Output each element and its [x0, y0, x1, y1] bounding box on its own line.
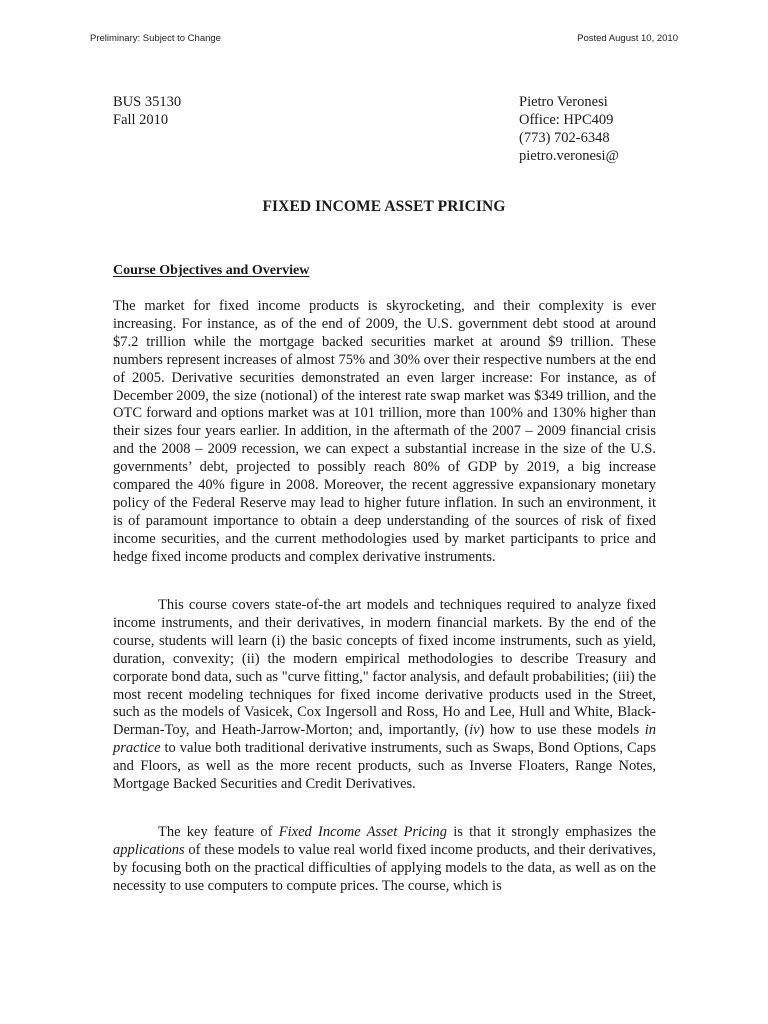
document-title: FIXED INCOME ASSET PRICING	[262, 198, 506, 215]
header-posted-date: Posted August 10, 2010	[577, 33, 678, 44]
paragraph-course-coverage	[113, 597, 656, 794]
instructor-office: Office: HPC409	[519, 112, 614, 128]
paragraph-text: The key feature of	[158, 824, 279, 840]
header-status: Preliminary: Subject to Change	[90, 33, 221, 44]
emphasis-applications: applications	[113, 841, 185, 858]
paragraph-text: is that it strongly emphasizes the	[447, 824, 656, 840]
section-heading: Course Objectives and Overview	[113, 263, 310, 278]
instructor-name: Pietro Veronesi	[519, 94, 608, 110]
course-code: BUS 35130	[113, 94, 182, 110]
paragraph-text: of these models to value real world fixed income products, and their derivatives, by focusing both on the practical difficulties of applying models to the data, as well as on the necessity to use computers to compute prices. The course, which is	[113, 841, 656, 894]
course-term: Fall 2010	[113, 112, 169, 128]
instructor-phone: (773) 702-6348	[519, 130, 610, 146]
roman-numeral-iv: iv	[469, 722, 480, 739]
course-info	[113, 93, 181, 129]
running-header	[90, 33, 678, 47]
instructor-info	[519, 93, 619, 165]
paragraph-text: The market for fixed income products is skyrocketing, and their complexity is ever increasing. For instance, as of the end of 2009, the U.S. government debt stood at around $7.2 trillion while the mortgage backed securities market at around $9 trillion. These numbers represent increases of almost 75% and 30% over their respective numbers at the end of 2005. Derivative securities demonstrated an even larger increase: For instance, as of December 2009, the size (notional) of the interest rate swap market was $349 trillion, and the OTC forward and options market was at 101 trillion, more than 100% and 130% higher than their sizes four years earlier. In addition, in the aftermath of the 2007 – 2009 financial crisis and the 2008 – 2009 recession, we can expect a substantial increase in the size of the U.S. governments’ debt, projected to possibly reach 80% of GDP by 2019, a big increase compared the 40% figure in 2008. Moreover, the recent aggressive expansionary monetary policy of the Federal Reserve may lead to higher future inflation. In such an environment, it is of paramount importance to obtain a deep understanding of the sources of risk of fixed income securities, and the current methodologies used by market participants to price and hedge fixed income products and complex derivative instruments.	[113, 298, 656, 565]
paragraph-text: This course covers state-of-the art models and techniques required to analyze fixed income instruments, and their derivatives, in modern financial markets. By the end of the course, students will learn (i) the basic concepts of fixed income instruments, such as yield, duration, convexity; (ii) the modern empirical methodologies to describe Treasury and corporate bond data, such as "curve fitting," factor analysis, and default probabilities; (iii) the most recent modeling techniques for fixed income derivative products used in the Street, such as the models of Vasicek, Cox Ingersoll and Ross, Ho and Lee, Hull and White, Black-Derman-Toy, and Heath-Jarrow-Morton; and, importantly, (	[113, 597, 656, 739]
paragraph-text: to value both traditional derivative instruments, such as Swaps, Bond Options, Caps and Floors, as well as the more recent products, such as Inverse Floaters, Range Notes, Mortgage Backed Securities and Credit Derivatives.	[113, 740, 656, 793]
paragraph-market-overview	[113, 298, 656, 567]
emphasis-course-title: Fixed Income Asset Pricing	[278, 824, 447, 840]
emphasis-in-practice: in practice	[113, 722, 656, 757]
instructor-email: pietro.veronesi@	[519, 148, 619, 164]
paragraph-key-feature	[113, 824, 656, 896]
paragraph-text: ) how to use these models	[479, 722, 645, 739]
